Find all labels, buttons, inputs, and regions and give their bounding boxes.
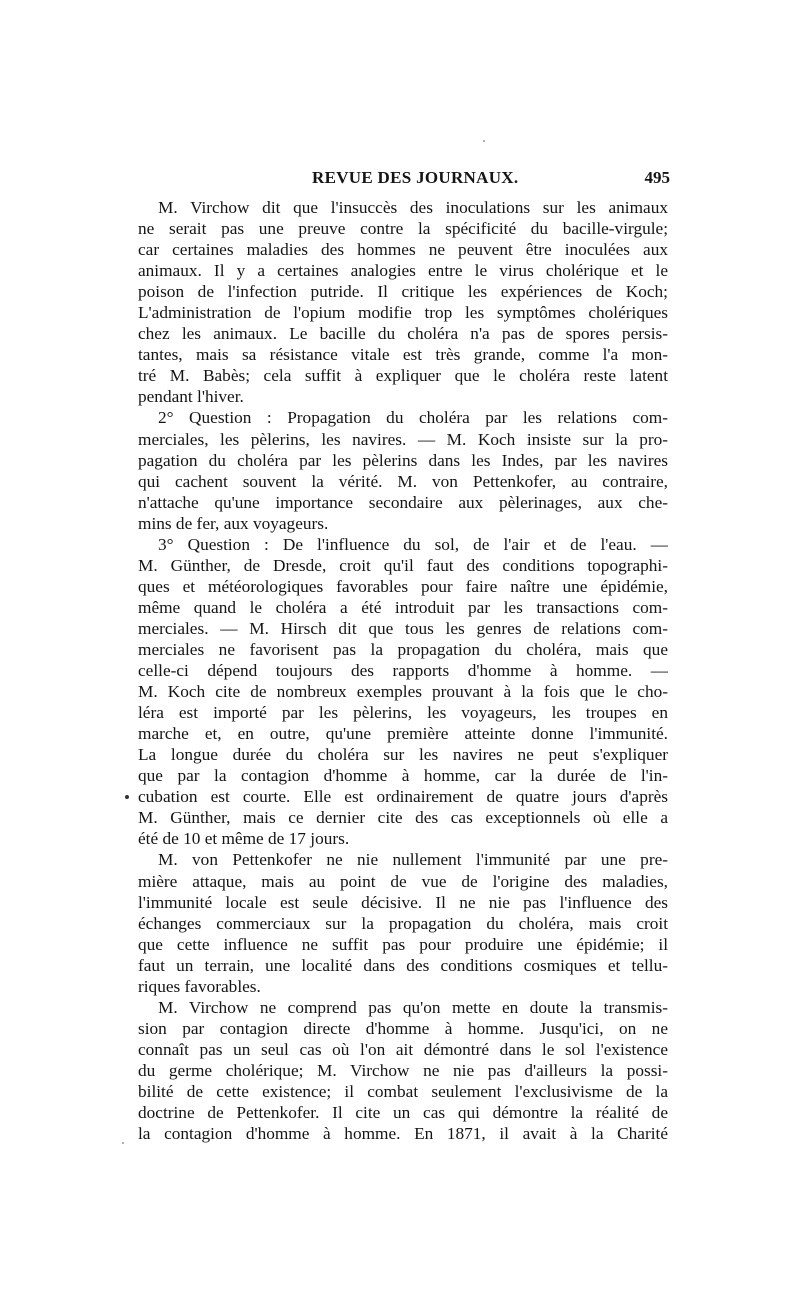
text-line: ques et météorologiques favorables pour faire naître une épidémie,	[138, 576, 668, 596]
text-line: animaux. Il y a certaines analogies entre le virus cholérique et le	[138, 261, 668, 281]
text-line: pendant l'hiver.	[138, 387, 244, 407]
running-head: REVUE DES JOURNAUX.	[312, 168, 519, 187]
text-line: léra est importé par les pèlerins, les voyageurs, les troupes en	[138, 703, 668, 723]
body-text	[138, 197, 668, 1257]
speck-mark	[483, 140, 485, 142]
text-line: du germe cholérique; M. Virchow ne nie pas d'ailleurs la possi-	[138, 1060, 668, 1080]
text-line: chez les animaux. Le bacille du choléra n'a pas de spores persis-	[138, 324, 668, 344]
text-line: échanges commerciaux sur la propagation du choléra, mais croit	[138, 913, 668, 933]
text-line: bilité de cette existence; il combat seulement l'exclusivisme de la	[138, 1081, 668, 1101]
text-line: M. von Pettenkofer ne nie nullement l'immunité par une pre-	[158, 850, 668, 870]
page-header	[160, 168, 670, 192]
text-line: celle-ci dépend toujours des rapports d'homme à homme. —	[138, 661, 668, 681]
text-line: faut un terrain, une localité dans des conditions cosmiques et tellu-	[138, 955, 668, 975]
text-line: mins de fer, aux voyageurs.	[138, 513, 329, 533]
text-line: la contagion d'homme à homme. En 1871, il avait à la Charité	[138, 1124, 668, 1144]
text-line: M. Günther, de Dresde, croit qu'il faut des conditions topographi-	[138, 555, 668, 575]
text-line: tré M. Babès; cela suffit à expliquer que le choléra reste latent	[138, 366, 668, 386]
text-line: n'attache qu'une importance secondaire aux pèlerinages, aux che-	[138, 492, 668, 512]
text-line: que par la contagion d'homme à homme, car la durée de l'in-	[138, 766, 668, 786]
text-line: poison de l'infection putride. Il critique les expériences de Koch;	[138, 282, 668, 302]
text-line: riques favorables.	[138, 976, 261, 996]
text-line: M. Günther, mais ce dernier cite des cas exceptionnels où elle a	[138, 808, 668, 828]
text-line: mière attaque, mais au point de vue de l'origine des maladies,	[138, 871, 668, 891]
text-line: pagation du choléra par les pèlerins dans les Indes, par les navires	[138, 450, 668, 470]
text-line: qui cachent souvent la vérité. M. von Pettenkofer, au contraire,	[138, 471, 668, 491]
text-line: 3° Question : De l'influence du sol, de l'air et de l'eau. —	[158, 534, 668, 554]
text-line: doctrine de Pettenkofer. Il cite un cas qui démontre la réalité de	[138, 1103, 668, 1123]
text-line: cubation est courte. Elle est ordinairement de quatre jours d'après	[138, 787, 668, 807]
margin-mark	[125, 795, 129, 799]
text-line: ne serait pas une preuve contre la spécificité du bacille-virgule;	[138, 219, 668, 239]
text-line: M. Koch cite de nombreux exemples prouvant à la fois que le cho-	[138, 682, 668, 702]
text-line: été de 10 et même de 17 jours.	[138, 829, 350, 849]
text-line: car certaines maladies des hommes ne peuvent être inoculées aux	[138, 240, 668, 260]
text-line: connaît pas un seul cas où l'on ait démontré dans le sol l'existence	[138, 1039, 668, 1059]
text-line: sion par contagion directe d'homme à homme. Jusqu'ici, on ne	[138, 1018, 668, 1038]
text-line: tantes, mais sa résistance vitale est très grande, comme l'a mon-	[138, 345, 668, 365]
text-line: La longue durée du choléra sur les navires ne peut s'expliquer	[138, 745, 668, 765]
text-line: marche et, en outre, qu'une première atteinte donne l'immunité.	[138, 724, 668, 744]
text-line: merciales. — M. Hirsch dit que tous les genres de relations com-	[138, 618, 668, 638]
text-line: merciales, les pèlerins, les navires. — M. Koch insiste sur la pro-	[138, 429, 668, 449]
text-line: même quand le choléra a été introduit par les transactions com-	[138, 597, 668, 617]
speck-mark	[122, 1142, 124, 1144]
text-line: M. Virchow ne comprend pas qu'on mette en doute la transmis-	[158, 997, 668, 1017]
text-line: L'administration de l'opium modifie trop les symptômes cholériques	[138, 303, 668, 323]
page-number: 495	[644, 168, 670, 187]
text-line: M. Virchow dit que l'insuccès des inoculations sur les animaux	[158, 198, 668, 217]
text-line: que cette influence ne suffit pas pour produire une épidémie; il	[138, 934, 668, 954]
text-line: l'immunité locale est seule décisive. Il ne nie pas l'influence des	[138, 892, 668, 912]
text-line: 2° Question : Propagation du choléra par les relations com-	[158, 408, 668, 428]
text-line: merciales ne favorisent pas la propagation du choléra, mais que	[138, 639, 668, 659]
